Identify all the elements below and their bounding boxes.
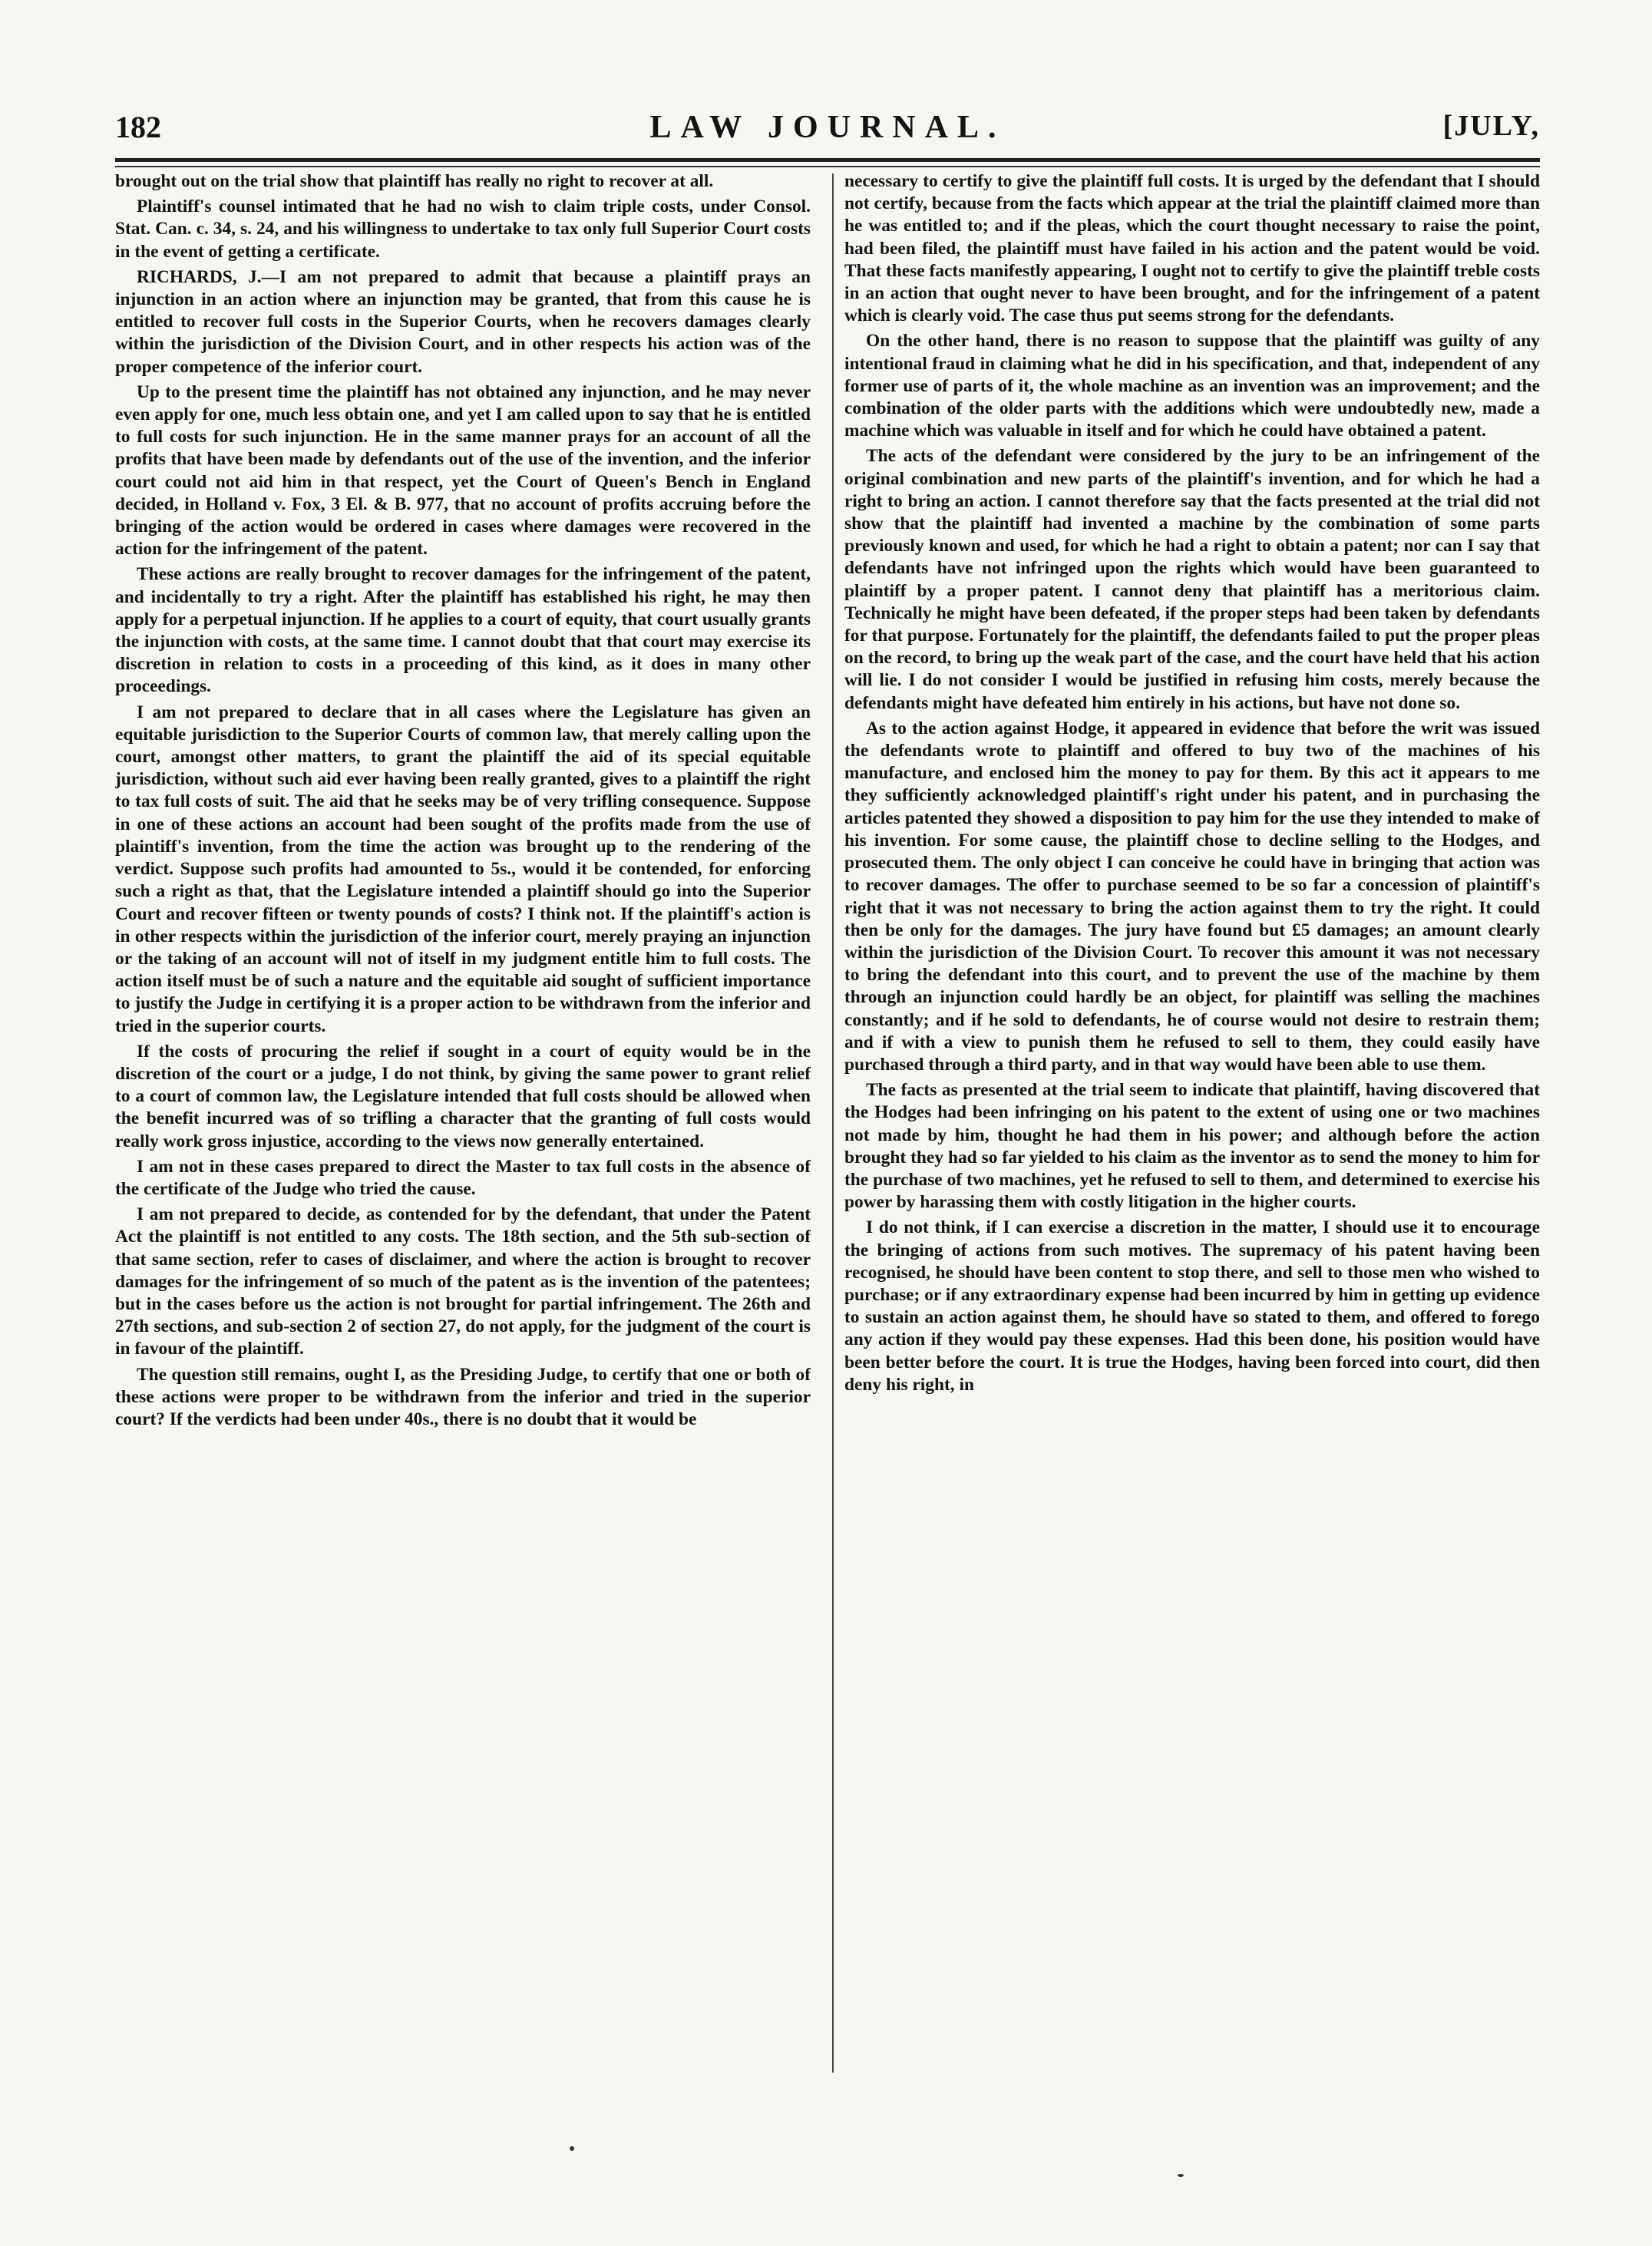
paragraph: I do not think, if I can exercise a discretion in the matter, I should use it to encourage the bringing of actions from such motives. The supremacy of his patent having been recognised, he should have been content to stop there, and sell to those men who wished to purchase; or if any extraordinary expense had been incurred by him in getting up evidence to sustain an action against them, he should have so stated to them, and offered to forego any action if they would pay these expenses. Had this been done, his position would have been better before the court. It is true the Hodges, having been forced into court, did then deny his right, in xyxy=(844,1217,1540,1395)
paragraph: On the other hand, there is no reason to suppose that the plaintiff was guilty of any intentional fraud in claiming what he did in his specification, and that, independent of any former use of parts of it, the whole machine as an invention was an improvement; and the combination of the older parts with the additions which were undoubtedly new, made a machine which was valuable in itself and for which he could have obtained a patent. xyxy=(844,331,1540,441)
paragraph: RICHARDS, J.—I am not prepared to admit that because a plaintiff prays an injunction in an action where an injunction may be granted, that from this cause he is entitled to recover full costs in the Superior Courts, when he recovers damages clearly within the jurisdiction of the Division Court, and in other respects his action was of the proper competence of the inferior court. xyxy=(115,266,811,377)
header-rule-thick xyxy=(115,158,1540,162)
paragraph: I am not prepared to decide, as contended for by the defendant, that under the Patent Act the plaintiff is not entitled to any costs. The 18th section, and the 5th sub-section of that same section, refer to cases of disclaimer, and where the action is brought to recover damages for the infringement of so much of the patent as is the invention of the patentees; but in the cases before us the action is not brought for partial infringement. The 26th and 27th sections, and sub-section 2 of section 27, do not apply, for the judgment of the court is in favour of the plaintiff. xyxy=(115,1204,811,1359)
column-divider xyxy=(832,173,834,2073)
paragraph: As to the action against Hodge, it appeared in evidence that before the writ was issued the defendants wrote to plaintiff and offered to buy two of the machines of his manufacture, and enclosed him the money to pay for them. By this act it appears to me they sufficiently acknowledged plaintiff's right under his patent, and in purchasing the articles patented they showed a disposition to pay him for the use they intended to make of his invention. For some cause, the plaintiff chose to decline selling to the Hodges, and prosecuted them. The only object I can conceive he could have in bringing that action was to recover damages. The offer to purchase seemed to be so far a concession of plaintiff's right that it was not necessary to bring the action against them to try the right. It could then be only for the damages. The jury have found but £5 damages; an amount clearly within the jurisdiction of the Division Court. To recover this amount it was not necessary to bring the defendant into this court, and to prevent the use of the machine by them through an injunction could hardly be an object, for plaintiff was selling the machines constantly; and if he sold to defendants, he of course would not desire to restrain them; and if with a view to punish them he refused to sell to them, they could easily have purchased through a third party, and in that way would have been able to use them. xyxy=(844,718,1540,1075)
paragraph: Plaintiff's counsel intimated that he had no wish to claim triple costs, under Consol. Stat. Can. c. 34, s. 24, and his willingness to undertake to tax only full Superior Court costs in the event of getting a certificate. xyxy=(115,197,811,262)
paragraph: necessary to certify to give the plaintiff full costs. It is urged by the defendant that I should not certify, because from the facts which appear at the trial the plaintiff claimed more than he was entitled to; and if the pleas, which the court thought necessary to raise the point, had been filed, the plaintiff must have failed in his action and the patent would be void. That these facts manifestly appearing, I ought not to certify to give the plaintiff treble costs in an action that ought never to have been brought, and for the infringement of a patent which is clearly void. The case thus put seems strong for the defendants. xyxy=(844,171,1540,326)
paragraph: I am not prepared to declare that in all cases where the Legislature has given an equitable jurisdiction to the Superior Courts of common law, that merely calling upon the court, amongst other matters, to grant the plaintiff the aid of its special equitable jurisdiction, without such aid ever having been really granted, gives to a plaintiff the right to tax full costs of suit. The aid that he seeks may be of very trifling consequence. Suppose in one of these actions an account had been sought of the profits made from the use of plaintiff's invention, from the time the action was brought up to the rendering of the verdict. Suppose such profits had amounted to 5s., would it be contended, for enforcing such a right as that, that the Legislature intended a plaintiff should go into the Superior Court and recover fifteen or twenty pounds of costs? I think not. If the plaintiff's action is in other respects within the jurisdiction of the inferior court, merely praying an injunction or the taking of an account will not of itself in my judgment entitle him to full costs. The action itself must be of such a nature and the equitable aid sought of sufficient importance to justify the Judge in certifying it is a proper action to be withdrawn from the inferior and tried in the superior courts. xyxy=(115,702,811,1036)
issue-month: [JULY, xyxy=(1442,110,1540,142)
page-number: 182 xyxy=(115,110,161,144)
running-header xyxy=(115,109,1540,155)
paragraph: The acts of the defendant were considered by the jury to be an infringement of the original combination and new parts of the plaintiff's invention, and for which he had a right to bring an action. I cannot therefore say that the facts presented at the trial did not show that the plaintiff had invented a machine by the combination of some parts previously known and used, for which he had a right to obtain a patent; nor can I say that defendants have not infringed upon the rights which would have been guaranteed to plaintiff by a proper patent. I cannot deny that plaintiff has a meritorious claim. Technically he might have been defeated, if the proper steps had been taken by defendants for that purpose. Fortunately for the plaintiff, the defendants failed to put the proper pleas on the record, to bring up the weak part of the case, and the court have held that his action will lie. I do not consider I would be justified in refusing him costs, merely because the defendants might have defeated him entirely in his actions, but have not done so. xyxy=(844,446,1540,713)
paragraph: I am not in these cases prepared to direct the Master to tax full costs in the absence of the certificate of the Judge who tried the cause. xyxy=(115,1156,811,1199)
paragraph: The question still remains, ought I, as the Presiding Judge, to certify that one or both of these actions were proper to be withdrawn from the inferior and tried in the superior court? If the verdicts had been under 40s., there is no doubt that it would be xyxy=(115,1364,811,1429)
paragraph: brought out on the trial show that plaintiff has really no right to recover at all. xyxy=(115,171,714,191)
print-speck xyxy=(1178,2174,1184,2177)
paragraph: Up to the present time the plaintiff has not obtained any injunction, and he may never even apply for one, much less obtain one, and yet I am called upon to say that he is entitled to full costs for such injunction. He in the same manner prays for an account of all the profits that have been made by defendants out of the use of the invention, and the inferior court could not aid him in that respect, yet the Court of Queen's Bench in England decided, in Holland v. Fox, 3 El. & B. 977, that no account of profits accruing before the bringing of the action would be ordered in cases where damages were recovered in the action for the infringement of the patent. xyxy=(115,381,811,560)
header-rule-thin xyxy=(115,166,1540,167)
paragraph: These actions are really brought to recover damages for the infringement of the patent, and incidentally to try a right. After the plaintiff has established his right, he may then apply for a perpetual injunction. If he applies to a court of equity, that court usually grants the injunction with costs, at the same time. I cannot doubt that that court may exercise its discretion in relation to costs in a proceeding of this kind, as it does in many other proceedings. xyxy=(115,564,811,697)
journal-title: LAW JOURNAL. xyxy=(649,110,1006,145)
paragraph: If the costs of procuring the relief if sought in a court of equity would be in the discretion of the court or a judge, I do not think, by giving the same power to grant relief to a court of common law, the Legislature intended that full costs should be allowed when the benefit incurred was of so trifling a character that the granting of full costs would really work gross injustice, according to the views now generally entertained. xyxy=(115,1041,811,1151)
right-column xyxy=(844,170,1540,2074)
paragraph: The facts as presented at the trial seem to indicate that plaintiff, having discovered that the Hodges had been infringing on his patent to the extent of using one or two machines not made by him, thought he had them in his power; and although before the action brought they had so far yielded to his claim as the inventor as to send the money to him for the purchase of two machines, yet he refused to sell to them, and determined to exercise his power by harassing them with costly litigation in the higher courts. xyxy=(844,1080,1540,1213)
print-speck xyxy=(570,2146,574,2151)
left-column xyxy=(115,170,811,2074)
